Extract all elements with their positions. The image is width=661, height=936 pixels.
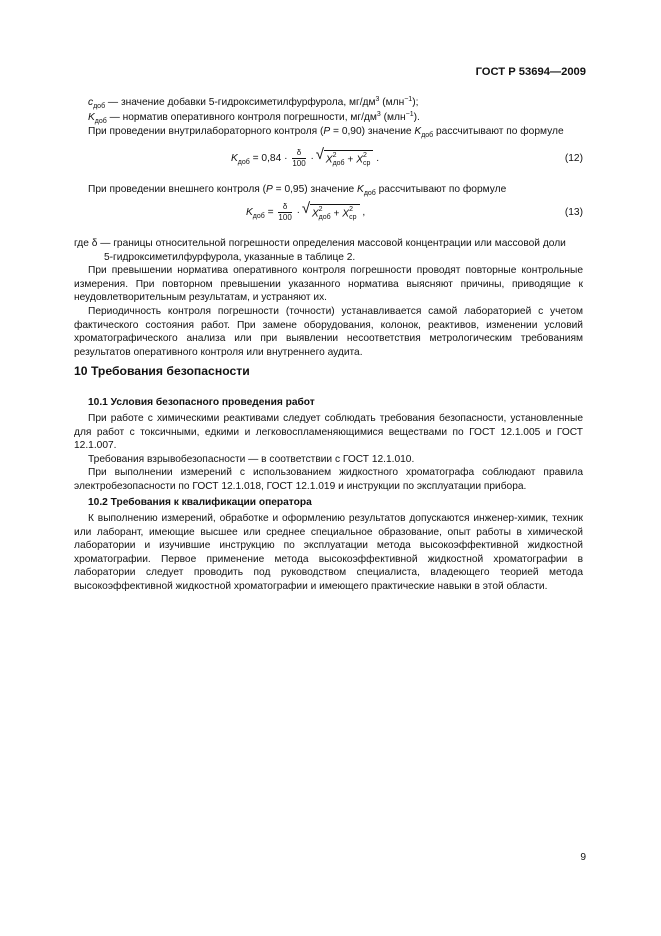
fraction-numerator: δ [292, 148, 305, 159]
definitions [74, 96, 583, 140]
k-subscript: доб [94, 117, 107, 125]
k-definition-text: — норматив оперативного контроля погрешности, мг/дм [106, 111, 377, 123]
k-symbol: K [357, 184, 364, 195]
external-control-text [74, 183, 583, 198]
x-subscript: ср [349, 213, 357, 221]
k-tail: (млн [380, 111, 406, 123]
paragraph-external-control [74, 183, 583, 198]
paragraph-exceed: При превышении норматива оперативного контроля погрешности проводят повторные контрольные измерения. При повторном превышении указанного норматива выясняют причины, приводящие к неудовлетворительным результатам, и устраняют их. [74, 265, 583, 304]
multiply-dot: · [296, 207, 301, 219]
text: При проведении внешнего контроля ( [88, 184, 267, 195]
p-symbol: P [323, 126, 331, 138]
subsection-10-1-body [74, 412, 583, 494]
k-symbol: K [88, 111, 95, 123]
fraction [292, 148, 305, 169]
x-script [349, 206, 356, 222]
x-superscript: 2 [362, 151, 367, 159]
x-subscript: доб [318, 213, 331, 221]
subsection-10-2-body [74, 512, 583, 594]
paragraph-10-1-3: При выполнении измерений с использованием жидкостного хроматографа соблюдают правила электробезопасности по ГОСТ 12.1.018, ГОСТ 12.1.019 и инструкции по эксплуатации прибора. [74, 467, 583, 492]
formula-lhs-subscript: доб [237, 159, 250, 167]
square-root [324, 150, 374, 168]
formula-end: , [359, 207, 366, 219]
k-tail-superscript: −1 [405, 110, 414, 118]
formula-12 [231, 148, 379, 169]
formula-lhs: K [246, 207, 253, 219]
c-definition-text: — значение добавки 5-гидроксиметилфурфурола, мг/дм [105, 97, 376, 108]
fraction-numerator: δ [278, 202, 291, 213]
x-symbol: X [356, 154, 363, 166]
x-superscript: 2 [318, 205, 323, 213]
fraction-denominator: 100 [292, 159, 306, 168]
subsection-10-1-title: 10.1 Условия безопасного проведения работ [88, 397, 315, 408]
paragraph-10-1-2: Требования взрывобезопасности — в соответствии с ГОСТ 12.1.010. [88, 453, 415, 465]
text: = 0,90) значение [330, 126, 415, 138]
page-number: 9 [580, 852, 586, 863]
k-tail-close: ). [413, 111, 420, 123]
text: рассчитывают по формуле [375, 184, 507, 195]
c-symbol: c [88, 97, 94, 108]
k-unit-superscript: 3 [376, 110, 381, 118]
paragraph-internal-control [74, 125, 583, 140]
document-header: ГОСТ Р 53694—2009 [475, 66, 586, 78]
where-delta-continued: 5-гидроксиметилфурфурола, указанные в таблице 2. [104, 251, 356, 263]
x-symbol: X [342, 208, 350, 220]
multiply-dot: · [310, 153, 314, 165]
k-subscript: доб [421, 132, 434, 140]
x-superscript: 2 [349, 205, 353, 213]
where-delta: где δ — границы относительной погрешности определения массовой концентрации или массовой доли [74, 238, 566, 249]
subsection-10-2-title: 10.2 Требования к квалификации оператора [88, 497, 312, 508]
c-unit-superscript: 3 [375, 96, 380, 103]
c-tail: (млн [379, 97, 405, 108]
x-subscript: доб [332, 159, 345, 167]
x-subscript: ср [362, 159, 371, 167]
fraction-denominator: 100 [278, 213, 292, 222]
formula-coefficient: = 0,84 · [249, 153, 288, 165]
text: рассчитывают по формуле [433, 126, 564, 138]
k-symbol: K [414, 126, 422, 138]
equation-number-13: (13) [564, 207, 583, 218]
k-subscript: доб [363, 190, 376, 197]
x-script [319, 206, 331, 222]
x-symbol: X [325, 154, 333, 166]
square-root [310, 204, 360, 222]
x-superscript: 2 [332, 151, 337, 159]
x-script [363, 152, 370, 168]
formula-end: . [373, 153, 380, 165]
body-after-formulas [74, 237, 583, 359]
x-script [333, 152, 345, 168]
definition-c [74, 96, 583, 111]
paragraph-periodicity: Периодичность контроля погрешности (точности) устанавливается самой лабораторией с учетом фактического состояния работ. При замене оборудования, колонок, реактивов, изменении условий хроматографического анализа или при выявлении несоответствия метрологическим требованиям результатов оперативного контроля или внутреннего аудита. [74, 305, 583, 358]
fraction [278, 202, 291, 223]
section-10-title: 10 Требования безопасности [74, 364, 250, 378]
formula-lhs: K [231, 153, 238, 165]
equals-sign: = [264, 207, 277, 219]
plus-sign: + [344, 154, 357, 166]
c-tail-close: ); [412, 97, 419, 108]
definition-k [74, 111, 583, 126]
formula-lhs-subscript: доб [252, 213, 265, 221]
paragraph-10-2-1: К выполнению измерений, обработке и оформлению результатов допускаются инженер-химик, техник или лаборант, имеющие высшее или среднее специальное образование, опыт работы в химической лаборатории и изучившие инструкцию по эксплуатации метода высокоэффективной жидкостной хроматографии. Первое применение метода высокоэффективной жидкостной хроматографии в лаборатории следует проводить под руководством специалиста, владеющего теорией метода высокоэффективной жидкостной хроматографии и имеющего практические навыки в этой области. [74, 513, 583, 592]
paragraph-10-1-1: При работе с химическими реактивами следует соблюдать требования безопасности, установленные для работ с токсичными, едкими и легковоспламеняющимися веществами по ГОСТ 12.1.005 и ГОСТ 12.1.007. [74, 413, 583, 452]
plus-sign: + [330, 208, 343, 220]
text: = 0,95) значение [272, 184, 358, 195]
c-subscript: доб [93, 103, 106, 110]
text: При проведении внутрилабораторного контроля ( [88, 126, 324, 138]
x-symbol: X [311, 208, 319, 220]
equation-number-12: (12) [564, 153, 583, 164]
p-symbol: P [266, 184, 273, 195]
formula-13 [246, 202, 365, 223]
c-tail-superscript: −1 [404, 96, 413, 103]
